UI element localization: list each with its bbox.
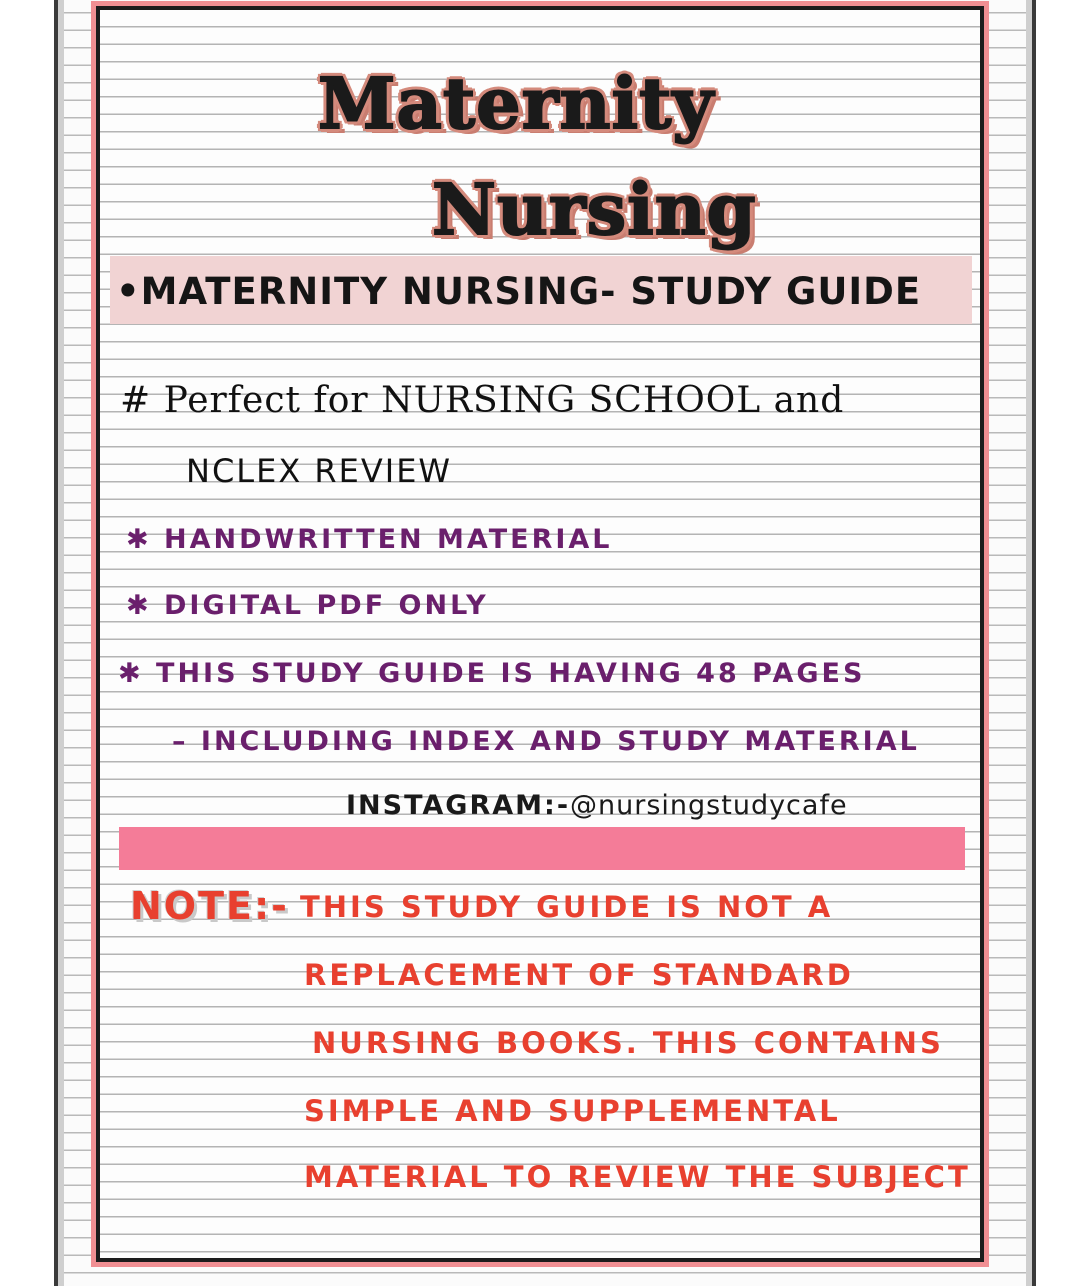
feature-digital-pdf: ✱ DIGITAL PDF ONLY — [126, 590, 489, 621]
feature-page-count: ✱ THIS STUDY GUIDE IS HAVING 48 PAGES — [118, 658, 866, 689]
instagram-label: INSTAGRAM:- — [346, 790, 571, 821]
title-line-1: Maternity — [318, 62, 715, 145]
note-line-1: THIS STUDY GUIDE IS NOT A — [300, 890, 834, 924]
note-label: NOTE:- — [130, 884, 289, 928]
instagram-handle: @nursingstudycafe — [570, 790, 848, 821]
feature-handwritten: ✱ HANDWRITTEN MATERIAL — [126, 524, 613, 555]
note-line-5: MATERIAL TO REVIEW THE SUBJECT — [304, 1160, 971, 1194]
intro-line-2: NCLEX REVIEW — [186, 452, 453, 490]
subtitle: •MATERNITY NURSING- STUDY GUIDE — [116, 270, 922, 313]
intro-line-1: # Perfect for NURSING SCHOOL and — [120, 380, 845, 421]
feature-index: – INCLUDING INDEX AND STUDY MATERIAL — [172, 726, 920, 757]
note-line-4: SIMPLE AND SUPPLEMENTAL — [304, 1094, 841, 1128]
title-line-2: Nursing — [432, 168, 757, 251]
divider-band — [119, 827, 965, 870]
instagram-credit — [346, 790, 848, 821]
note-line-3: NURSING BOOKS. THIS CONTAINS — [312, 1026, 944, 1060]
note-line-2: REPLACEMENT OF STANDARD — [304, 958, 854, 992]
